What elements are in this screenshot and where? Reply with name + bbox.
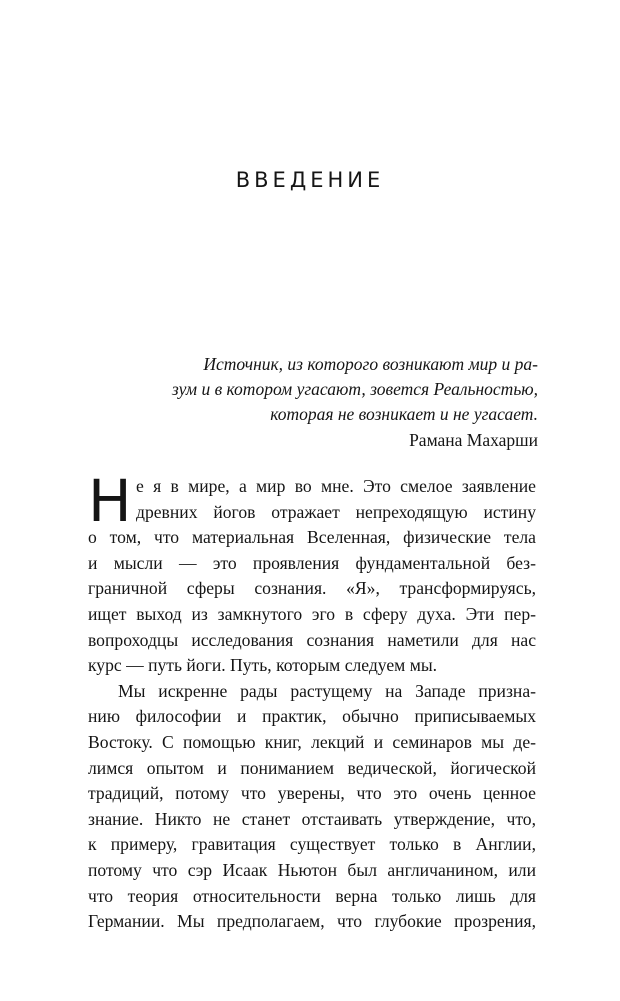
text-line: Востоку. С помощью книг, лекций и семинаров мы де-: [88, 731, 536, 752]
text-line: древних йогов отражает непреходящую истину: [136, 501, 536, 522]
text-line: к примеру, гравитация существует только в Англии,: [88, 834, 536, 855]
epigraph-author: Рамана Махарши: [409, 430, 538, 450]
epigraph-line: которая не возникает и не угасает.: [270, 404, 538, 424]
body-text: [88, 467, 536, 935]
text-line: Германии. Мы предполагаем, что глубокие прозрения,: [88, 911, 536, 932]
text-line: ищет выход из замкнутого эго в сферу духа. Эти пер-: [88, 603, 536, 624]
text-line: е я в мире, а мир во мне. Это смелое заявление: [136, 476, 536, 496]
text-line: о том, что материальная Вселенная, физические тела: [88, 527, 536, 548]
text-line: знание. Никто не станет отстаивать утверждение, что,: [88, 808, 536, 829]
text-line: потому что сэр Исаак Ньютон был англичанином, или: [88, 859, 536, 880]
text-line: вопроходцы исследования сознания наметили для нас: [88, 629, 536, 650]
text-line: нию философии и практик, обычно приписываемых: [88, 706, 536, 727]
drop-cap: Н: [88, 467, 132, 535]
epigraph: [98, 352, 538, 427]
epigraph-line: зум и в котором угасают, зовется Реальностью,: [171, 379, 538, 399]
text-line: граничной сферы сознания. «Я», трансформируясь,: [88, 578, 536, 599]
text-line: традиций, потому что уверены, что это очень ценное: [88, 783, 536, 804]
text-line: и мысли — это проявления фундаментальной без-: [88, 552, 536, 573]
epigraph-line: Источник, из которого возникают мир и ра-: [203, 354, 538, 374]
text-line: лимся опытом и пониманием ведической, йогической: [88, 757, 536, 778]
text-line: курс — путь йоги. Путь, которым следуем мы.: [88, 655, 438, 676]
chapter-title: ВВЕДЕНИЕ: [235, 168, 385, 192]
first-paragraph-start: [88, 467, 536, 535]
text-line: Мы искренне рады растущему на Западе призна-: [118, 680, 536, 701]
text-line: что теория относительности верна только лишь для: [88, 885, 536, 906]
